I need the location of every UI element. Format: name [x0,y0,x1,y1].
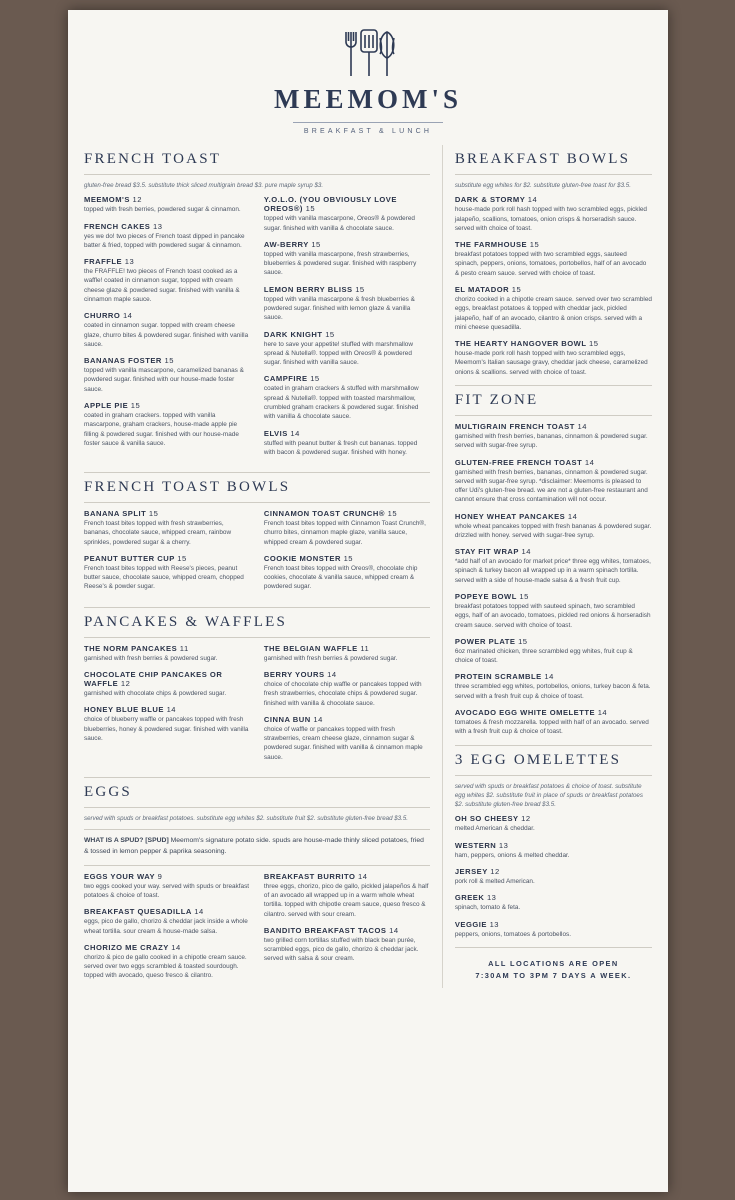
item-price: 15 [148,509,159,519]
item-price: 14 [577,421,587,431]
item-price: 13 [486,893,497,903]
item-price: 15 [305,204,316,214]
item-price: 14 [584,457,595,467]
item-desc: garnished with chocolate chips & powdered sugar. [84,690,227,698]
item-price: 15 [343,553,354,563]
divider [455,947,652,948]
menu-item [264,926,430,964]
item-price: 15 [310,374,320,384]
french-toast-bowls-items [84,509,430,599]
item-name: CINNAMON TOAST CRUNCH® [263,509,385,519]
section-french-toast [84,151,430,464]
item-desc: topped with vanilla mascarpone & fresh blueberries & powdered sugar. finished with lemon glaze & vanilla sauce. [263,295,415,322]
item-name: PROTEIN SCRAMBLE [454,672,542,682]
item-price: 14 [194,907,204,917]
right-column [442,145,652,988]
item-desc: choice of waffle or pancakes topped with fresh strawberries, cream cheese glaze, cinnamon sugar & powdered sugar. finished with vanilla & cinnamon maple sauce. [263,725,423,761]
spud-label: WHAT IS A SPUD? [SPUD] [84,837,169,845]
menu-item [455,592,652,630]
omelettes-note: served with spuds or breakfast potatoes & choice of toast. substitute egg whites $2. substitute fruit in place of spuds or breakfast potatoes $2. substitute gluten-free bread $3.5. [454,782,643,809]
item-name: EL MATADOR [454,284,510,294]
section-eggs [84,777,430,808]
item-price: 15 [511,284,522,294]
menu-item [264,374,430,421]
item-name: ELVIS [263,428,288,438]
item-desc: breakfast potatoes topped with sauteed spinach, two scrambled eggs, half of an avocado, tomatoes, pickled red onions & horseradish cream sauce. served with choice of toast. [454,603,651,629]
item-name: CHORIZO ME CRAZY [84,942,169,952]
menu-item [455,547,652,585]
item-desc: topped with vanilla mascarpone, fresh strawberries, blueberries & powdered sugar. finished with raspberry sauce. [263,250,417,277]
menu-item [84,872,250,901]
item-name: THE HEARTY HANGOVER BOWL [454,339,587,349]
section-title-pancakes-waffles: PANCAKES & WAFFLES [84,613,287,630]
menu-item [455,422,652,451]
menu-item [455,708,652,737]
item-price: 14 [544,672,554,682]
item-name: CAMPFIRE [263,374,308,384]
menu-item [84,644,250,663]
divider [455,174,652,175]
item-desc: garnished with fresh berries & powdered sugar. [263,654,398,662]
menu-item [84,554,250,592]
item-price: 15 [355,284,365,294]
item-desc: melted American & cheddar. [454,825,535,833]
item-desc: garnished with fresh berries, bananas, cinnamon & powdered sugar. served with sugar-free syrup. *disclaimer: Meemoms is pleased to offer Udi's gluten-free bread. we are not a gluten-free restaurant and cannot ensure that cross contamination will not occur. [454,468,648,504]
item-desc: here to save your appetite! stuffed with marshmallow spread & Nutella®. topped with Oreos® & powdered sugar. finished with vanilla sauce. [263,340,413,367]
item-desc: topped with vanilla mascarpone, Oreos® & powdered sugar. finished with vanilla & chocolate sauce. [263,215,415,232]
item-name: JERSEY [454,867,488,877]
item-name: POWER PLATE [454,636,516,646]
item-name: CHURRO [84,311,121,321]
menu-item [264,644,430,663]
item-desc: garnished with fresh berries, bananas, cinnamon & powdered sugar. served with sugar-free syrup. [454,432,648,450]
item-price: 14 [567,511,578,521]
item-desc: French toast bites topped with Reese's pieces, peanut butter sauce, chocolate sauce, whipped cream, chopped Reese's & powder sugar. [84,564,244,591]
menu-item [84,311,250,349]
item-name: EGGS YOUR WAY [84,871,155,881]
hours-line-1: ALL LOCATIONS ARE OPEN [488,958,619,968]
item-desc: the FRAFFLE! two pieces of French toast cooked as a waffle! coated in cinnamon sugar, topped with cream cheese glaze & powdered sugar. finished with vanilla & cinnamon maple sauce. [84,268,240,303]
menu-item [264,195,430,233]
item-name: FRAFFLE [84,257,123,267]
item-name: BREAKFAST QUESADILLA [84,907,192,917]
item-name: HONEY WHEAT PANCAKES [454,511,566,521]
item-price: 9 [157,871,163,881]
item-price: 15 [164,356,174,366]
item-price: 15 [177,553,187,563]
item-price: 13 [489,919,500,929]
item-price: 13 [152,221,163,231]
left-column [84,145,442,988]
menu-page [68,10,668,1192]
menu-item [264,715,430,762]
menu-item [455,458,652,505]
item-desc: choice of blueberry waffle or pancakes topped with fresh blueberries, honey & powdered sugar. finished with vanilla sauce. [84,716,249,742]
menu-item [264,285,430,323]
item-price: 12 [120,679,131,689]
item-name: APPLE PIE [84,400,129,410]
hours-line-2: 7:30AM TO 3PM 7 DAYS A WEEK. [475,971,632,981]
item-name: MEEMOM'S [84,195,130,205]
item-price: 14 [290,428,300,438]
item-name: POPEYE BOWL [454,592,517,602]
section-omelettes [455,752,652,939]
item-price: 14 [171,942,181,952]
section-breakfast-bowls [455,151,652,377]
menu-item [455,285,652,332]
menu-item [455,195,652,233]
item-price: 15 [387,509,398,519]
spud-text: Meemom's signature potato side. spuds are house-made thinly sliced potatoes, fried & tossed in lemon pepper & paprika seasoning. [84,837,424,855]
section-title-breakfast-bowls: BREAKFAST BOWLS [454,151,631,167]
item-name: CINNA BUN [263,714,311,724]
menu-item [455,672,652,701]
item-price: 14 [521,547,531,557]
item-name: CHOCOLATE CHIP PANCAKES OR WAFFLE [84,670,223,689]
item-desc: garnished with fresh berries & powdered sugar. [84,654,218,662]
divider [84,865,430,866]
item-price: 11 [179,643,189,653]
item-price: 14 [122,311,133,321]
item-price: 14 [327,670,337,680]
logo-utensils-icon [283,24,453,82]
section-french-toast-bowls [84,472,430,503]
item-desc: French toast bites topped with Oreos®, chocolate chip cookies, chocolate & vanilla sauce, whipped cream & powdered sugar. [263,564,418,591]
section-title-french-toast-bowls: FRENCH TOAST BOWLS [84,479,291,496]
eggs-items [84,872,430,988]
item-name: BANDITO BREAKFAST TACOS [263,925,387,935]
brand-name: MEEMOM'S [274,84,462,114]
item-desc: French toast bites topped with Cinnamon Toast Crunch®, churro bites, cinnamon maple glaze, vanilla sauce, whipped cream & powdered sugar. [263,520,426,546]
item-price: 15 [518,636,528,646]
section-pancakes-waffles [84,607,430,638]
item-desc: coated in graham crackers & stuffed with marshmallow spread & Nutella®. topped with toasted marshmallow, crumbled graham crackers & powdered sugar. finished with vanilla & chocolate sauce. [263,385,419,421]
section-title-eggs: EGGS [84,784,132,801]
menu-item [264,240,430,278]
item-name: VEGGIE [454,919,487,929]
eggs-note: served with spuds or breakfast potatoes. substitute egg whites $2. substitute fruit $2. substitute gluten-free bread $3.5. [84,815,409,823]
menu-item [455,814,652,833]
item-name: DARK & STORMY [454,195,526,205]
item-desc: coated in cinnamon sugar. topped with cream cheese glaze, churro bites & powdered sugar. finished with vanilla sauce. [84,322,249,348]
item-price: 14 [389,925,399,935]
item-price: 15 [325,329,335,339]
item-desc: stuffed with peanut butter & fresh cut bananas. topped with bacon & powdered sugar. finished with honey. [263,439,418,456]
section-fit-zone [455,392,652,737]
menu-item [455,867,652,886]
item-desc: choice of chocolate chip waffle or pancakes topped with fresh strawberries, chocolate chips & powdered sugar. finished with vanilla & chocolate sauce. [263,681,422,707]
menu-item [455,893,652,912]
item-name: GLUTEN-FREE FRENCH TOAST [454,457,583,467]
item-price: 15 [588,339,599,349]
item-desc: chorizo cooked in a chipotle cream sauce. served over two scrambled eggs, breakfast potatoes & topped with cheddar jack, pickled jalapeño, half of an avocado, cilantro & onion crisps. served with a mini cheese quesadilla. [454,295,652,331]
menu-item [264,554,430,592]
item-price: 14 [358,871,368,881]
menu-item [264,670,430,708]
menu-header [68,10,668,141]
item-name: FRENCH CAKES [84,221,151,231]
item-name: LEMON BERRY BLISS [263,284,353,294]
item-desc: topped with vanilla mascarpone, caramelized bananas & powdered sugar. finished with our house-made foster sauce. [84,367,244,393]
hours-footer [455,958,652,983]
divider [455,415,652,416]
item-name: COOKIE MONSTER [263,553,341,563]
logo-divider [293,122,443,123]
menu-item [455,637,652,666]
item-desc: two grilled corn tortillas stuffed with black bean purée, scrambled eggs, pico de gallo, chorizo & cheddar jack. served with salsa & sour cream. [263,936,419,963]
item-desc: tomatoes & fresh mozzarella. topped with half of an avocado. served with a fresh fruit cup & choice of toast. [454,719,649,736]
brand-tagline: BREAKFAST & LUNCH [303,128,433,135]
item-price: 12 [132,195,142,205]
item-name: GREEK [454,893,485,903]
item-price: 14 [313,714,323,724]
menu-item [84,943,250,981]
item-price: 13 [498,840,509,850]
item-name: DARK KNIGHT [263,329,323,339]
menu-item [264,330,430,368]
item-desc: two eggs cooked your way. served with spuds or breakfast potatoes & choice of toast. [84,882,250,899]
item-price: 15 [130,400,141,410]
item-price: 12 [490,867,500,877]
item-name: STAY FIT WRAP [454,547,519,557]
item-price: 14 [597,708,608,718]
item-name: AVOCADO EGG WHITE OMELETTE [454,708,596,718]
item-desc: peppers, onions, tomatoes & portobellos. [454,930,571,938]
item-desc: breakfast potatoes topped with two scrambled eggs, sauteed spinach, peppers, onions, tomatoes, portobellos, half of an avocado & pesto cream sauce. served with choice of toast. [454,251,647,277]
item-price: 14 [166,705,177,715]
menu-item [455,512,652,541]
item-desc: three eggs, chorizo, pico de gallo, pickled jalapeños & half of an avocado all wrapped up in a warm whole wheat tortilla. topped with chipotle cream sauce, queso fresco & cilantro. served with sour cream. [263,882,429,918]
item-price: 15 [519,592,529,602]
pancakes-waffles-items [84,644,430,769]
menu-item [84,195,250,214]
menu-item [84,401,250,448]
spud-explainer [84,836,430,856]
item-desc: pork roll & melted American. [454,878,535,886]
menu-item [84,222,250,251]
item-name: BANANAS FOSTER [84,356,162,366]
divider [455,745,652,746]
item-desc: ham, peppers, onions & melted cheddar. [454,851,570,859]
item-desc: 6oz marinated chicken, three scrambled egg whites, fruit cup & choice of toast. [454,647,633,665]
item-desc: chorizo & pico de gallo cooked in a chipotle cream sauce. served over two eggs scrambled & toasted sourdough. topped with avocado, queso fresco & cilantro. [84,953,247,980]
section-title-fit-zone: FIT ZONE [454,391,539,408]
item-name: BREAKFAST BURRITO [263,871,356,881]
item-name: THE NORM PANCAKES [84,643,178,653]
menu-item [84,907,250,936]
french-toast-col-2 [264,195,430,464]
item-name: OH SO CHEESY [454,814,519,824]
divider [455,775,652,776]
french-toast-note: gluten-free bread $3.5. substitute thick sliced multigrain bread $3. pure maple syrup $3. [84,182,324,189]
item-desc: house-made pork roll hash topped with two scrambled eggs, pickled jalapeño, scallions, tomatoes, onion crisps & horseradish sauce. served with choice of toast. [454,206,647,232]
menu-item [84,356,250,394]
item-name: MULTIGRAIN FRENCH TOAST [454,421,575,431]
item-desc: whole wheat pancakes topped with fresh bananas & powdered sugar. drizzled with honey. served with sugar-free syrup. [454,522,652,539]
item-name: WESTERN [454,840,497,850]
breakfast-bowls-note: substitute egg whites for $2. substitute gluten-free toast for $3.5. [454,182,631,189]
menu-item [264,429,430,458]
menu-item [455,841,652,860]
menu-item [264,872,430,919]
menu-item [455,920,652,939]
item-price: 15 [311,239,321,249]
item-name: AW-BERRY [263,239,309,249]
menu-columns [68,141,668,988]
menu-item [264,509,430,547]
menu-item [84,705,250,743]
item-price: 13 [124,257,135,267]
divider [84,829,430,830]
item-desc: eggs, pico de gallo, chorizo & cheddar jack inside a whole wheat tortilla. sour cream & house-made salsa. [84,918,248,935]
item-name: Y.O.L.O. (YOU OBVIOUSLY LOVE OREOS®) [263,195,397,214]
menu-item [455,240,652,278]
section-title-omelettes: 3 EGG OMELETTES [454,751,622,768]
divider [84,174,430,175]
french-toast-col-1 [84,195,250,464]
item-desc: French toast bites topped with fresh strawberries, bananas, chocolate sauce, whipped cream, rainbow sprinkles, powdered sugar & a cherry. [84,520,232,546]
menu-item [455,339,652,377]
menu-item [84,670,250,698]
item-name: HONEY BLUE BLUE [84,705,164,715]
item-name: THE FARMHOUSE [454,240,528,250]
item-price: 12 [521,814,531,824]
item-price: 15 [529,240,540,250]
item-name: BERRY YOURS [263,670,325,680]
item-desc: *add half of an avocado for market price* three egg whites, tomatoes, spinach & turkey bacon all wrapped up in a warm spinach tortilla. served with a side of house-made salsa & a fresh fruit cup. [454,558,651,584]
divider [455,385,652,386]
item-name: BANANA SPLIT [84,509,147,519]
item-desc: house-made pork roll hash topped with two scrambled eggs, Meemom's Italian sausage gravy, cheddar jack cheese, caramelized onions & scallions. served with choice of toast. [454,350,648,376]
menu-item [84,257,250,304]
item-desc: spinach, tomato & feta. [454,904,521,912]
item-desc: coated in graham crackers. topped with vanilla mascarpone, graham crackers, house-made apple pie filling & powdered sugar. finished with our house-made foster sauce & vanilla sauce. [84,411,239,447]
item-price: 14 [527,195,538,205]
item-desc: three scrambled egg whites, portobellos, onions, turkey bacon & feta. served with a fresh fruit cup & choice of toast. [454,683,651,700]
item-price: 11 [360,643,370,653]
item-name: PEANUT BUTTER CUP [84,553,175,563]
item-name: THE BELGIAN WAFFLE [263,643,358,653]
menu-item [84,509,250,547]
item-desc: topped with fresh berries, powdered sugar & cinnamon. [84,206,241,214]
section-title-french-toast: FRENCH TOAST [84,151,222,167]
item-desc: yes we do! two pieces of French toast dipped in pancake batter & fried, topped with powdered sugar & cinnamon. [84,232,245,249]
